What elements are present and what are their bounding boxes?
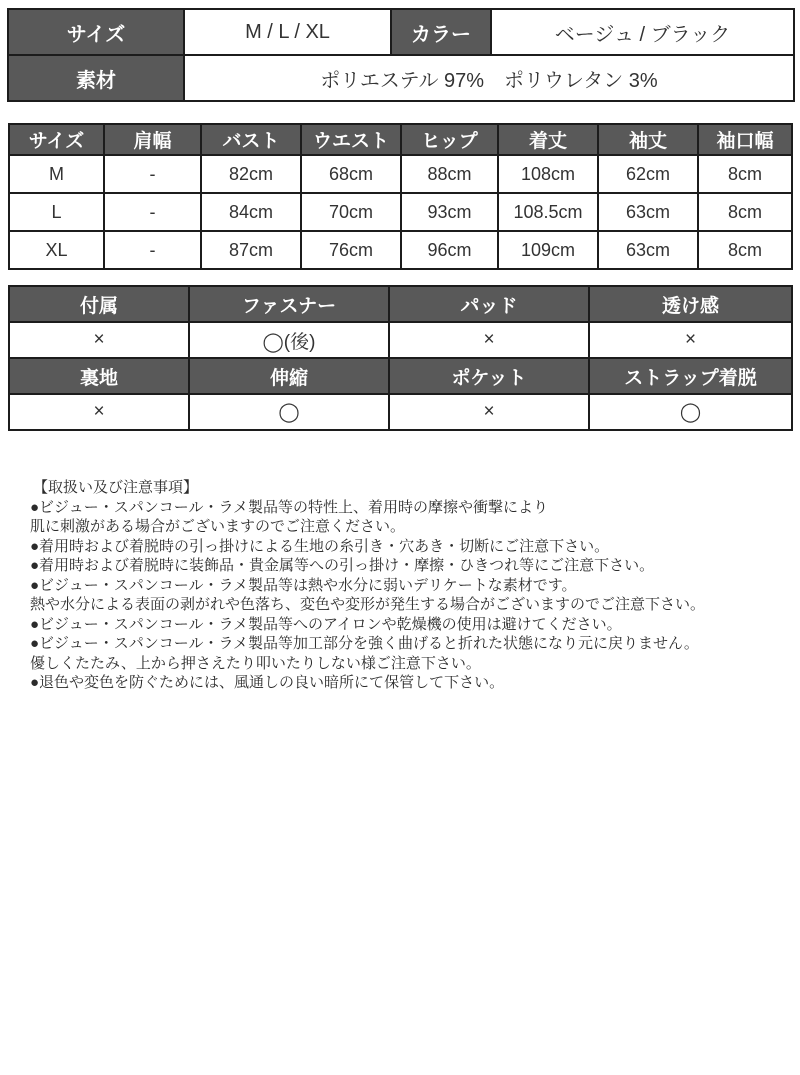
feature-value-accessory: × (9, 322, 189, 358)
measurement-table (8, 123, 793, 270)
feature-value-fastener: ◯(後) (189, 322, 389, 358)
care-note-line: ●着用時および着脱時の引っ掛けによる生地の糸引き・穴あき・切断にご注意下さい。 (30, 537, 610, 555)
cell: - (104, 155, 201, 193)
measurement-row-xl (9, 231, 792, 269)
cell: 84cm (201, 193, 301, 231)
cell: 8cm (698, 193, 792, 231)
material-label: 素材 (8, 55, 184, 101)
measurement-row-m (9, 155, 792, 193)
features-value-row-1 (9, 322, 792, 358)
care-note-line: ●着用時および着脱時に装飾品・貴金属等への引っ掛け・摩擦・ひきつれ等にご注意下さい。 (30, 557, 655, 574)
care-note-line: ●ビジュー・スパンコール・ラメ製品等は熱や水分に弱いデリケートな素材です。 (30, 576, 577, 594)
color-label: カラー (391, 9, 491, 55)
feature-header-accessory: 付属 (9, 286, 189, 322)
cell: 88cm (401, 155, 498, 193)
cell: 96cm (401, 231, 498, 269)
col-header-size: サイズ (9, 124, 104, 155)
cell: 109cm (498, 231, 598, 269)
feature-header-stretch: 伸縮 (189, 358, 389, 394)
material-value: ポリエステル 97% ポリウレタン 3% (184, 55, 794, 101)
spec-row-material (8, 55, 794, 101)
features-header-row-2 (9, 358, 792, 394)
care-note-line: ●退色や変色を防ぐためには、風通しの良い暗所にて保管して下さい。 (30, 674, 505, 691)
measurement-header-row (9, 124, 792, 155)
features-value-row-2 (9, 394, 792, 430)
feature-value-pad: × (389, 322, 589, 358)
care-note-line: 肌に刺激がある場合がございますのでご注意ください。 (30, 518, 406, 535)
feature-header-sheerness: 透け感 (589, 286, 792, 322)
col-header-length: 着丈 (498, 124, 598, 155)
care-note-line: 優しくたたみ、上から押さえたり叩いたりしない様ご注意下さい。 (30, 654, 481, 672)
cell: 8cm (698, 155, 792, 193)
cell: L (9, 193, 104, 231)
cell: 108.5cm (498, 193, 598, 231)
size-label: サイズ (8, 9, 184, 55)
care-note-line: ●ビジュー・スパンコール・ラメ製品等の特性上、着用時の摩擦や衝撃により (30, 498, 549, 516)
col-header-sleeve: 袖丈 (598, 124, 698, 155)
cell: 68cm (301, 155, 401, 193)
col-header-shoulder: 肩幅 (104, 124, 201, 155)
care-note-line: ●ビジュー・スパンコール・ラメ製品等加工部分を強く曲げると折れた状態になり元に戻りません。 (30, 635, 699, 652)
cell: 82cm (201, 155, 301, 193)
cell: 8cm (698, 231, 792, 269)
features-table (8, 285, 793, 431)
feature-header-fastener: ファスナー (189, 286, 389, 322)
cell: 93cm (401, 193, 498, 231)
cell: 76cm (301, 231, 401, 269)
size-value: M / L / XL (184, 9, 391, 55)
cell: 63cm (598, 193, 698, 231)
cell: - (104, 231, 201, 269)
care-note-line: ●ビジュー・スパンコール・ラメ製品等へのアイロンや乾燥機の使用は避けてください。 (30, 615, 622, 633)
col-header-cuff: 袖口幅 (698, 124, 792, 155)
feature-header-strap: ストラップ着脱 (589, 358, 792, 394)
cell: M (9, 155, 104, 193)
feature-header-pocket: ポケット (389, 358, 589, 394)
spec-row-size-color (8, 9, 794, 55)
col-header-waist: ウエスト (301, 124, 401, 155)
care-note-line: 熱や水分による表面の剥がれや色落ち、変色や変形が発生する場合がございますのでご注意下さい。 (30, 596, 706, 613)
feature-value-pocket: × (389, 394, 589, 430)
col-header-hip: ヒップ (401, 124, 498, 155)
measurement-row-l (9, 193, 792, 231)
feature-value-sheerness: × (589, 322, 792, 358)
cell: 70cm (301, 193, 401, 231)
cell: 108cm (498, 155, 598, 193)
cell: 63cm (598, 231, 698, 269)
features-header-row-1 (9, 286, 792, 322)
spec-table (7, 8, 795, 102)
color-value: ベージュ / ブラック (491, 9, 794, 55)
col-header-bust: バスト (201, 124, 301, 155)
cell: 62cm (598, 155, 698, 193)
feature-value-stretch: ◯ (189, 394, 389, 430)
feature-value-lining: × (9, 394, 189, 430)
cell: 87cm (201, 231, 301, 269)
feature-header-pad: パッド (389, 286, 589, 322)
feature-value-strap: ◯ (589, 394, 792, 430)
cell: - (104, 193, 201, 231)
care-notes-title: 【取扱い及び注意事項】 (33, 479, 199, 496)
cell: XL (9, 231, 104, 269)
care-notes (30, 478, 790, 693)
feature-header-lining: 裏地 (9, 358, 189, 394)
